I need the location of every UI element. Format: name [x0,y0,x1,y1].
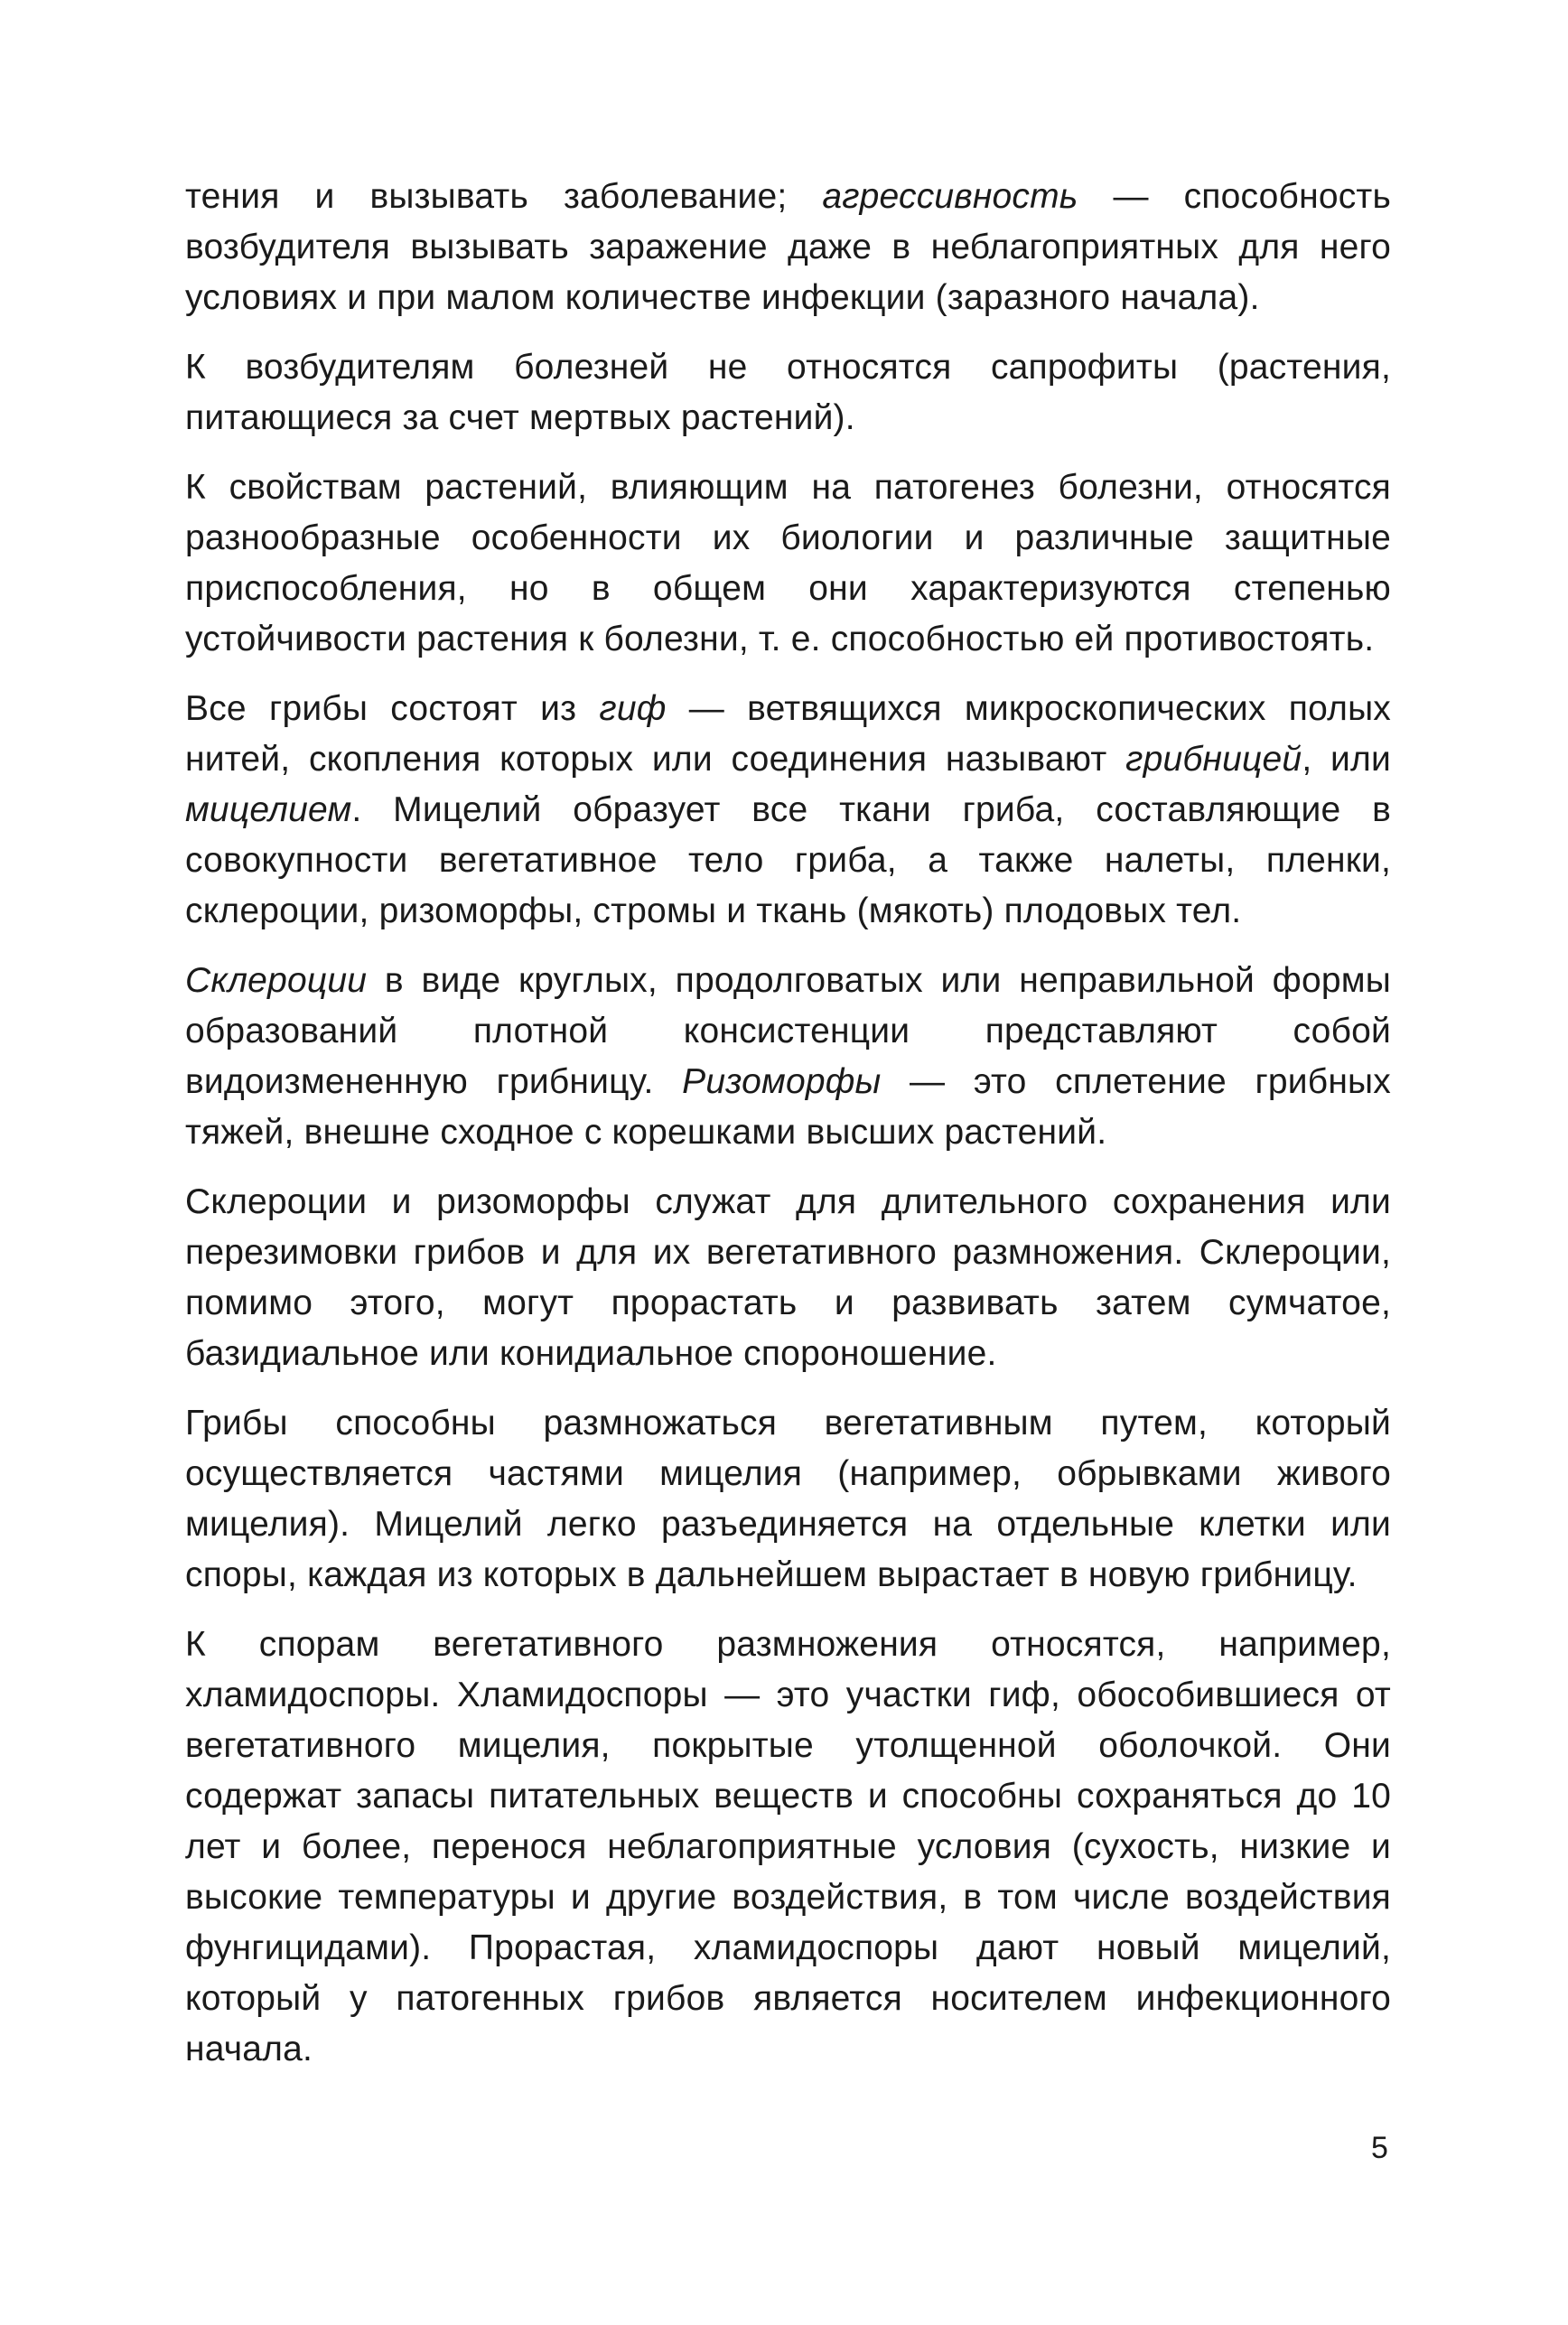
paragraph-2 [185,342,1391,444]
text-run: — способность возбудителя вызывать заражение даже в неблагоприятных для него условиях и при малом количестве инфекции (заразного начала). [185,177,1391,317]
term-gribnitsa: грибницей [1125,740,1302,779]
term-gif: гиф [599,689,667,728]
text-run: тения и вызывать заболевание; [185,177,823,216]
text-run: в виде круглых, продолговатых или неправильной формы образований плотной консистенции представляют собой видоизмененную грибницу. [185,961,1391,1101]
paragraph-7 [185,1398,1391,1601]
term-agressivnost: агрессивность [822,177,1078,216]
term-rizomorfy: Ризоморфы [682,1062,882,1101]
page-number: 5 [1371,2131,1388,2165]
term-sklerotsii: Склероции [185,961,368,1000]
paragraph-3 [185,462,1391,665]
text-run: К возбудителям болезней не относятся сапрофиты (растения, питающиеся за счет мертвых растений). [185,348,1391,437]
paragraph-5 [185,956,1391,1158]
text-run: Все грибы состоят из [185,689,600,728]
text-run: К свойствам растений, влияющим на патогенез болезни, относятся разнообразные особенности их биологии и различные защитные приспособления, но в общем они характеризуются степенью устойчивости растения к болезни, т. е. способностью ей противостоять. [185,468,1391,658]
page-body [185,172,1391,2094]
text-run: . Мицелий образует все ткани гриба, составляющие в совокупности вегетативное тело гриба, а также налеты, пленки, склероции, ризоморфы, стромы и ткань (мякоть) плодовых тел. [185,790,1391,930]
text-run: — ветвящихся микроскопических полых нитей, скопления которых или соединения называют [185,689,1392,779]
paragraph-6 [185,1177,1391,1379]
text-run: Склероции и ризоморфы служат для длительного сохранения или перезимовки грибов и для их вегетативного размножения. Склероции, помимо этого, могут прорастать и развивать затем сумчатое, базидиальное или конидиальное спороношение. [185,1182,1391,1373]
text-run: К спорам вегетативного размножения относятся, например, хламидоспоры. Хламидоспоры — это участки гиф, обособившиеся от вегетативного мицелия, покрытые утолщенной оболочкой. Они содержат запасы питательных веществ и способны сохраняться до 10 лет и более, перенося неблагоприятные условия (сухость, низкие и высокие температуры и другие воздействия, в том числе воздействия фунгицидами). Прорастая, хламидоспоры дают новый мицелий, который у патогенных грибов является носителем инфекционного начала. [185,1625,1391,2068]
text-run: Грибы способны размножаться вегетативным путем, который осуществляется частями мицелия (например, обрывками живого мицелия). Мицелий легко разъединяется на отдельные клетки или споры, каждая из которых в дальнейшем вырастает в новую грибницу. [185,1404,1391,1594]
text-run: , или [1302,740,1391,779]
text-run: — это сплетение грибных тяжей, внешне сходное с корешками высших растений. [185,1062,1391,1152]
term-mitseliy: мицелием [185,790,352,829]
paragraph-8 [185,1620,1391,2075]
paragraph-1 [185,172,1391,323]
paragraph-4 [185,684,1391,937]
